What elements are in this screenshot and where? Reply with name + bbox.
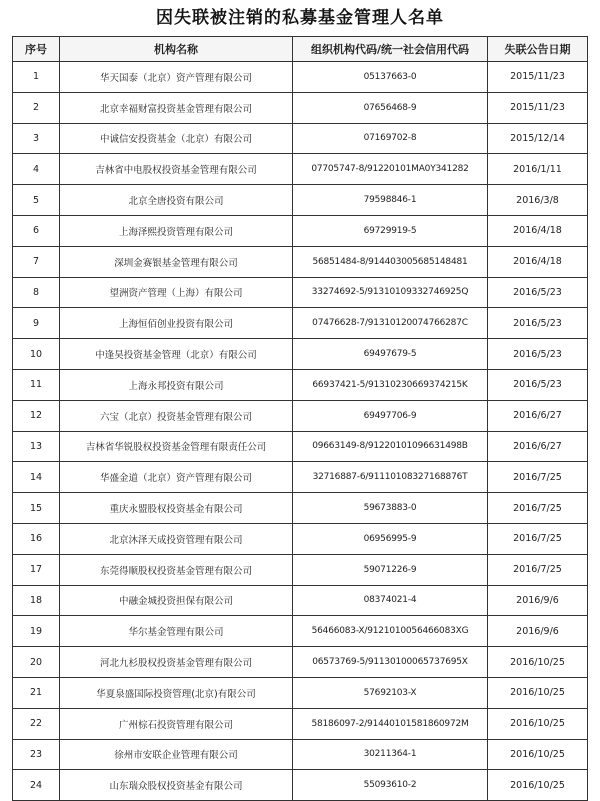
row-code: 58186097-2/91440101581860972M xyxy=(293,708,488,739)
row-code: 57692103-X xyxy=(293,677,488,708)
row-date: 2016/7/25 xyxy=(488,523,588,554)
row-code: 30211364-1 xyxy=(293,739,488,770)
row-seq: 5 xyxy=(13,185,60,216)
row-seq: 17 xyxy=(13,554,60,585)
row-seq: 22 xyxy=(13,708,60,739)
row-name: 东莞得顺股权投资基金管理有限公司 xyxy=(60,554,293,585)
table-row xyxy=(13,185,588,216)
table-row xyxy=(13,154,588,185)
row-name: 六宝（北京）投资基金管理有限公司 xyxy=(60,400,293,431)
table-row xyxy=(13,616,588,647)
table-row xyxy=(13,647,588,678)
row-code: 05137663-0 xyxy=(293,62,488,93)
row-date: 2016/7/25 xyxy=(488,554,588,585)
header-code: 组织机构代码/统一社会信用代码 xyxy=(293,37,488,62)
row-name: 广州棕石投资管理有限公司 xyxy=(60,708,293,739)
row-date: 2016/10/25 xyxy=(488,708,588,739)
table-row xyxy=(13,708,588,739)
table-row xyxy=(13,431,588,462)
row-date: 2016/3/8 xyxy=(488,185,588,216)
row-seq: 13 xyxy=(13,431,60,462)
table-row xyxy=(13,123,588,154)
table-row xyxy=(13,770,588,801)
row-date: 2016/10/25 xyxy=(488,770,588,801)
table-row xyxy=(13,92,588,123)
table-row xyxy=(13,677,588,708)
row-code: 69497706-9 xyxy=(293,400,488,431)
row-date: 2015/11/23 xyxy=(488,92,588,123)
row-code: 66937421-5/91310230669374215K xyxy=(293,369,488,400)
row-date: 2016/10/25 xyxy=(488,677,588,708)
row-date: 2015/11/23 xyxy=(488,62,588,93)
row-seq: 2 xyxy=(13,92,60,123)
table-row xyxy=(13,277,588,308)
row-date: 2016/9/6 xyxy=(488,616,588,647)
row-date: 2016/4/18 xyxy=(488,215,588,246)
row-code: 55093610-2 xyxy=(293,770,488,801)
row-name: 上海泽熙投资管理有限公司 xyxy=(60,215,293,246)
row-seq: 20 xyxy=(13,647,60,678)
table-row xyxy=(13,369,588,400)
page-title: 因失联被注销的私募基金管理人名单 xyxy=(156,8,444,28)
row-name: 中诚信安投资基金（北京）有限公司 xyxy=(60,123,293,154)
row-name: 华尔基金管理有限公司 xyxy=(60,616,293,647)
row-name: 中逢昊投资基金管理（北京）有限公司 xyxy=(60,339,293,370)
row-seq: 6 xyxy=(13,215,60,246)
row-code: 06956995-9 xyxy=(293,523,488,554)
row-seq: 3 xyxy=(13,123,60,154)
row-name: 河北九杉股权投资基金管理有限公司 xyxy=(60,647,293,678)
row-name: 上海恒佰创业投资有限公司 xyxy=(60,308,293,339)
row-seq: 7 xyxy=(13,246,60,277)
row-seq: 9 xyxy=(13,308,60,339)
row-date: 2016/6/27 xyxy=(488,431,588,462)
row-name: 深圳金赛银基金管理有限公司 xyxy=(60,246,293,277)
row-date: 2016/4/18 xyxy=(488,246,588,277)
row-name: 望洲资产管理（上海）有限公司 xyxy=(60,277,293,308)
row-name: 北京全唐投资有限公司 xyxy=(60,185,293,216)
table-row xyxy=(13,215,588,246)
row-code: 07476628-7/91310120074766287C xyxy=(293,308,488,339)
deregistered-managers-table xyxy=(12,36,588,801)
row-code: 07705747-8/91220101MA0Y341282 xyxy=(293,154,488,185)
row-date: 2016/1/11 xyxy=(488,154,588,185)
row-code: 59673883-0 xyxy=(293,493,488,524)
table-row xyxy=(13,493,588,524)
row-seq: 15 xyxy=(13,493,60,524)
table-row xyxy=(13,246,588,277)
header-date: 失联公告日期 xyxy=(488,37,588,62)
row-name: 北京幸福财富投资基金管理有限公司 xyxy=(60,92,293,123)
row-date: 2016/7/25 xyxy=(488,493,588,524)
row-date: 2016/5/23 xyxy=(488,308,588,339)
row-code: 32716887-6/91110108327168876T xyxy=(293,462,488,493)
row-name: 吉林省华锐股权投资基金管理有限责任公司 xyxy=(60,431,293,462)
row-date: 2016/10/25 xyxy=(488,739,588,770)
table-row xyxy=(13,739,588,770)
row-date: 2016/10/25 xyxy=(488,647,588,678)
row-code: 79598846-1 xyxy=(293,185,488,216)
row-date: 2016/5/23 xyxy=(488,369,588,400)
row-name: 北京沐泽天成投资管理有限公司 xyxy=(60,523,293,554)
row-date: 2016/5/23 xyxy=(488,277,588,308)
row-date: 2015/12/14 xyxy=(488,123,588,154)
row-date: 2016/7/25 xyxy=(488,462,588,493)
row-seq: 10 xyxy=(13,339,60,370)
table-row xyxy=(13,400,588,431)
table-row xyxy=(13,585,588,616)
row-code: 06573769-5/91130100065737695X xyxy=(293,647,488,678)
row-seq: 1 xyxy=(13,62,60,93)
row-code: 33274692-5/91310109332746925Q xyxy=(293,277,488,308)
row-seq: 18 xyxy=(13,585,60,616)
row-seq: 12 xyxy=(13,400,60,431)
table-row xyxy=(13,462,588,493)
table-row xyxy=(13,308,588,339)
row-name: 华盛金道（北京）资产管理有限公司 xyxy=(60,462,293,493)
row-name: 山东瑞众股权投资基金有限公司 xyxy=(60,770,293,801)
row-seq: 23 xyxy=(13,739,60,770)
row-name: 华天国泰（北京）资产管理有限公司 xyxy=(60,62,293,93)
header-name: 机构名称 xyxy=(60,37,293,62)
row-code: 07169702-8 xyxy=(293,123,488,154)
row-seq: 24 xyxy=(13,770,60,801)
row-seq: 4 xyxy=(13,154,60,185)
row-date: 2016/6/27 xyxy=(488,400,588,431)
row-seq: 16 xyxy=(13,523,60,554)
table-row xyxy=(13,523,588,554)
table-row xyxy=(13,339,588,370)
row-seq: 11 xyxy=(13,369,60,400)
row-code: 69729919-5 xyxy=(293,215,488,246)
row-date: 2016/5/23 xyxy=(488,339,588,370)
row-name: 徐州市安联企业管理有限公司 xyxy=(60,739,293,770)
table-row xyxy=(13,554,588,585)
row-code: 69497679-5 xyxy=(293,339,488,370)
row-seq: 19 xyxy=(13,616,60,647)
row-seq: 8 xyxy=(13,277,60,308)
table-row xyxy=(13,62,588,93)
header-seq: 序号 xyxy=(13,37,60,62)
row-name: 吉林省中电股权投资基金管理有限公司 xyxy=(60,154,293,185)
row-code: 08374021-4 xyxy=(293,585,488,616)
row-code: 09663149-8/91220101096631498B xyxy=(293,431,488,462)
row-seq: 21 xyxy=(13,677,60,708)
row-name: 华夏泉盛国际投资管理(北京)有限公司 xyxy=(60,677,293,708)
row-code: 56466083-X/91210100564660​83XG xyxy=(293,616,488,647)
row-name: 中融金城投资担保有限公司 xyxy=(60,585,293,616)
row-date: 2016/9/6 xyxy=(488,585,588,616)
row-code: 56851484-8/9144030056851484​81 xyxy=(293,246,488,277)
table-header-row xyxy=(13,37,588,62)
row-code: 59071226-9 xyxy=(293,554,488,585)
row-name: 上海永邦投资有限公司 xyxy=(60,369,293,400)
row-seq: 14 xyxy=(13,462,60,493)
row-code: 07656468-9 xyxy=(293,92,488,123)
row-name: 重庆永盟股权投资基金有限公司 xyxy=(60,493,293,524)
